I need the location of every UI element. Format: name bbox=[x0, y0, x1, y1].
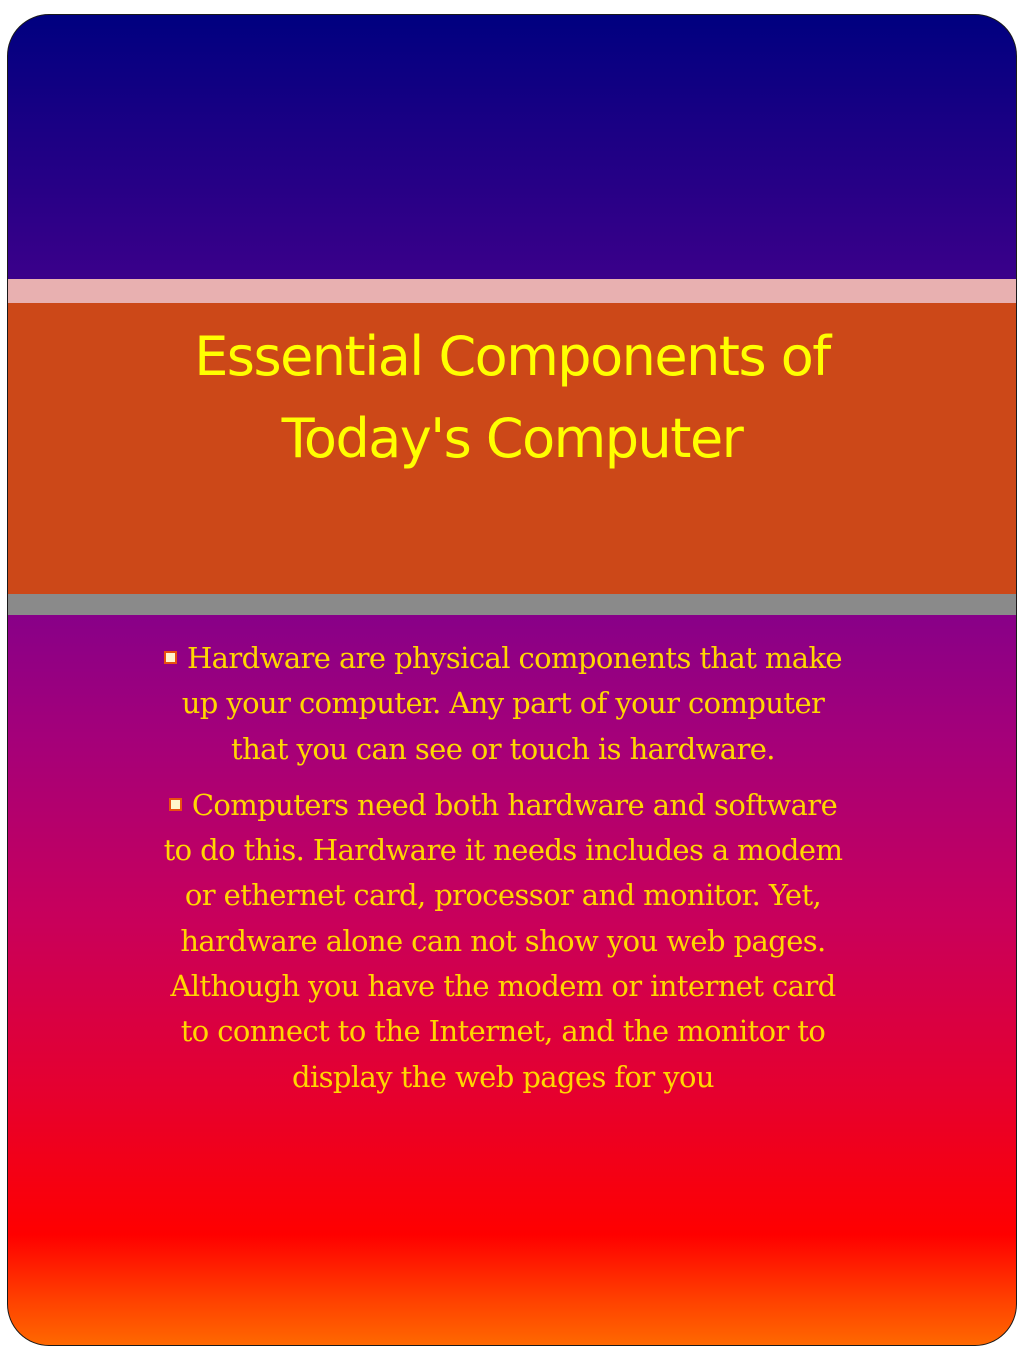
accent-band-top bbox=[8, 279, 1016, 303]
slide-title bbox=[0, 316, 1024, 480]
bullet-text-2: Computers need both hardware and software to do this. Hardware it needs includes a modem or ethernet card, processor and monitor. Yet, hardware alone can not show you web pages. Although you have the modem or internet card to connect to the Internet, and the monitor to display the web pages for you bbox=[163, 787, 843, 1094]
square-bullet-icon bbox=[164, 651, 182, 669]
title-line-1: Essential Components of bbox=[194, 325, 830, 388]
slide-body bbox=[158, 636, 848, 1111]
accent-band-bottom bbox=[8, 594, 1016, 615]
bullet-paragraph-1 bbox=[158, 636, 848, 772]
title-line-2: Today's Computer bbox=[281, 407, 743, 470]
bullet-text-1: Hardware are physical components that make up your computer. Any part of your computer that you can see or touch is hardware. bbox=[181, 641, 842, 766]
bullet-paragraph-2 bbox=[158, 783, 848, 1100]
square-bullet-icon bbox=[169, 798, 187, 816]
